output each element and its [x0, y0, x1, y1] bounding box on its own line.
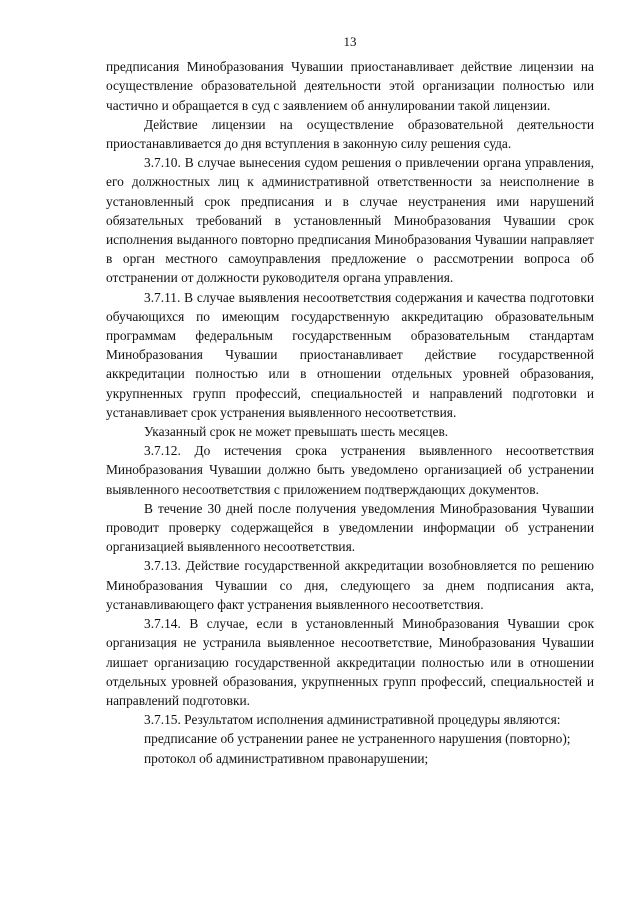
document-body	[106, 57, 594, 768]
paragraph: Указанный срок не может превышать шесть месяцев.	[144, 424, 449, 440]
document-page	[106, 32, 594, 768]
paragraph: протокол об административном правонарушении;	[144, 750, 429, 766]
paragraph: В течение 30 дней после получения уведомления Минобразования Чувашии проводит проверку содержащейся в уведомлении информации об устранении организацией выявленного несоответствия.	[106, 500, 594, 555]
paragraph: 3.7.12. До истечения срока устранения выявленного несоответствия Минобразования Чувашии должно быть уведомлено организацией об устранении выявленного несоответствия с приложением подтверждающих документов.	[106, 443, 594, 497]
paragraph: 3.7.10. В случае вынесения судом решения о привлечении органа управления, его должностных лиц к административной ответственности за неисполнение в установленный срок предписания и в случае неустранения ими нарушений обязательных требований в установленный Минобразования Чувашии срок исполнения выданного повторно предписания Минобразования Чувашии направляет в орган местного самоуправления предложение о рассмотрении вопроса об отстранении от должности руководителя органа управления.	[106, 155, 594, 286]
paragraph: предписание об устранении ранее не устраненного нарушения (повторно);	[144, 731, 571, 747]
paragraph: 3.7.11. В случае выявления несоответствия содержания и качества подготовки обучающихся по имеющим государственную аккредитацию образовательным программам федеральным государственным образовательным стандартам Минобразования Чувашии приостанавливает действие государственной аккредитации полностью или в отношении отдельных уровней образования, укрупненных групп профессий, специальностей и направлений подготовки и устанавливает срок устранения выявленного несоответствия.	[106, 289, 594, 420]
page-number: 13	[343, 34, 357, 49]
paragraph: 3.7.14. В случае, если в установленный Минобразования Чувашии срок организация не устранила выявленное несоответствие, Минобразования Чувашии лишает организацию государственной аккредитации полностью или в отношении отдельных уровней образования, укрупненных групп профессий, специальностей и направлений подготовки.	[106, 616, 594, 708]
paragraph: 3.7.15. Результатом исполнения административной процедуры являются:	[144, 712, 561, 728]
paragraph: 3.7.13. Действие государственной аккредитации возобновляется по решению Минобразования Чувашии со дня, следующего за днем подписания акта, устанавливающего факт устранения выявленного несоответствия.	[106, 558, 594, 612]
paragraph: предписания Минобразования Чувашии приостанавливает действие лицензии на осуществление образовательной деятельности этой организации полностью или частично и обращается в суд с заявлением об аннулировании такой лицензии.	[106, 59, 594, 113]
paragraph: Действие лицензии на осуществление образовательной деятельности приостанавливается до дня вступления в законную силу решения суда.	[106, 116, 594, 152]
